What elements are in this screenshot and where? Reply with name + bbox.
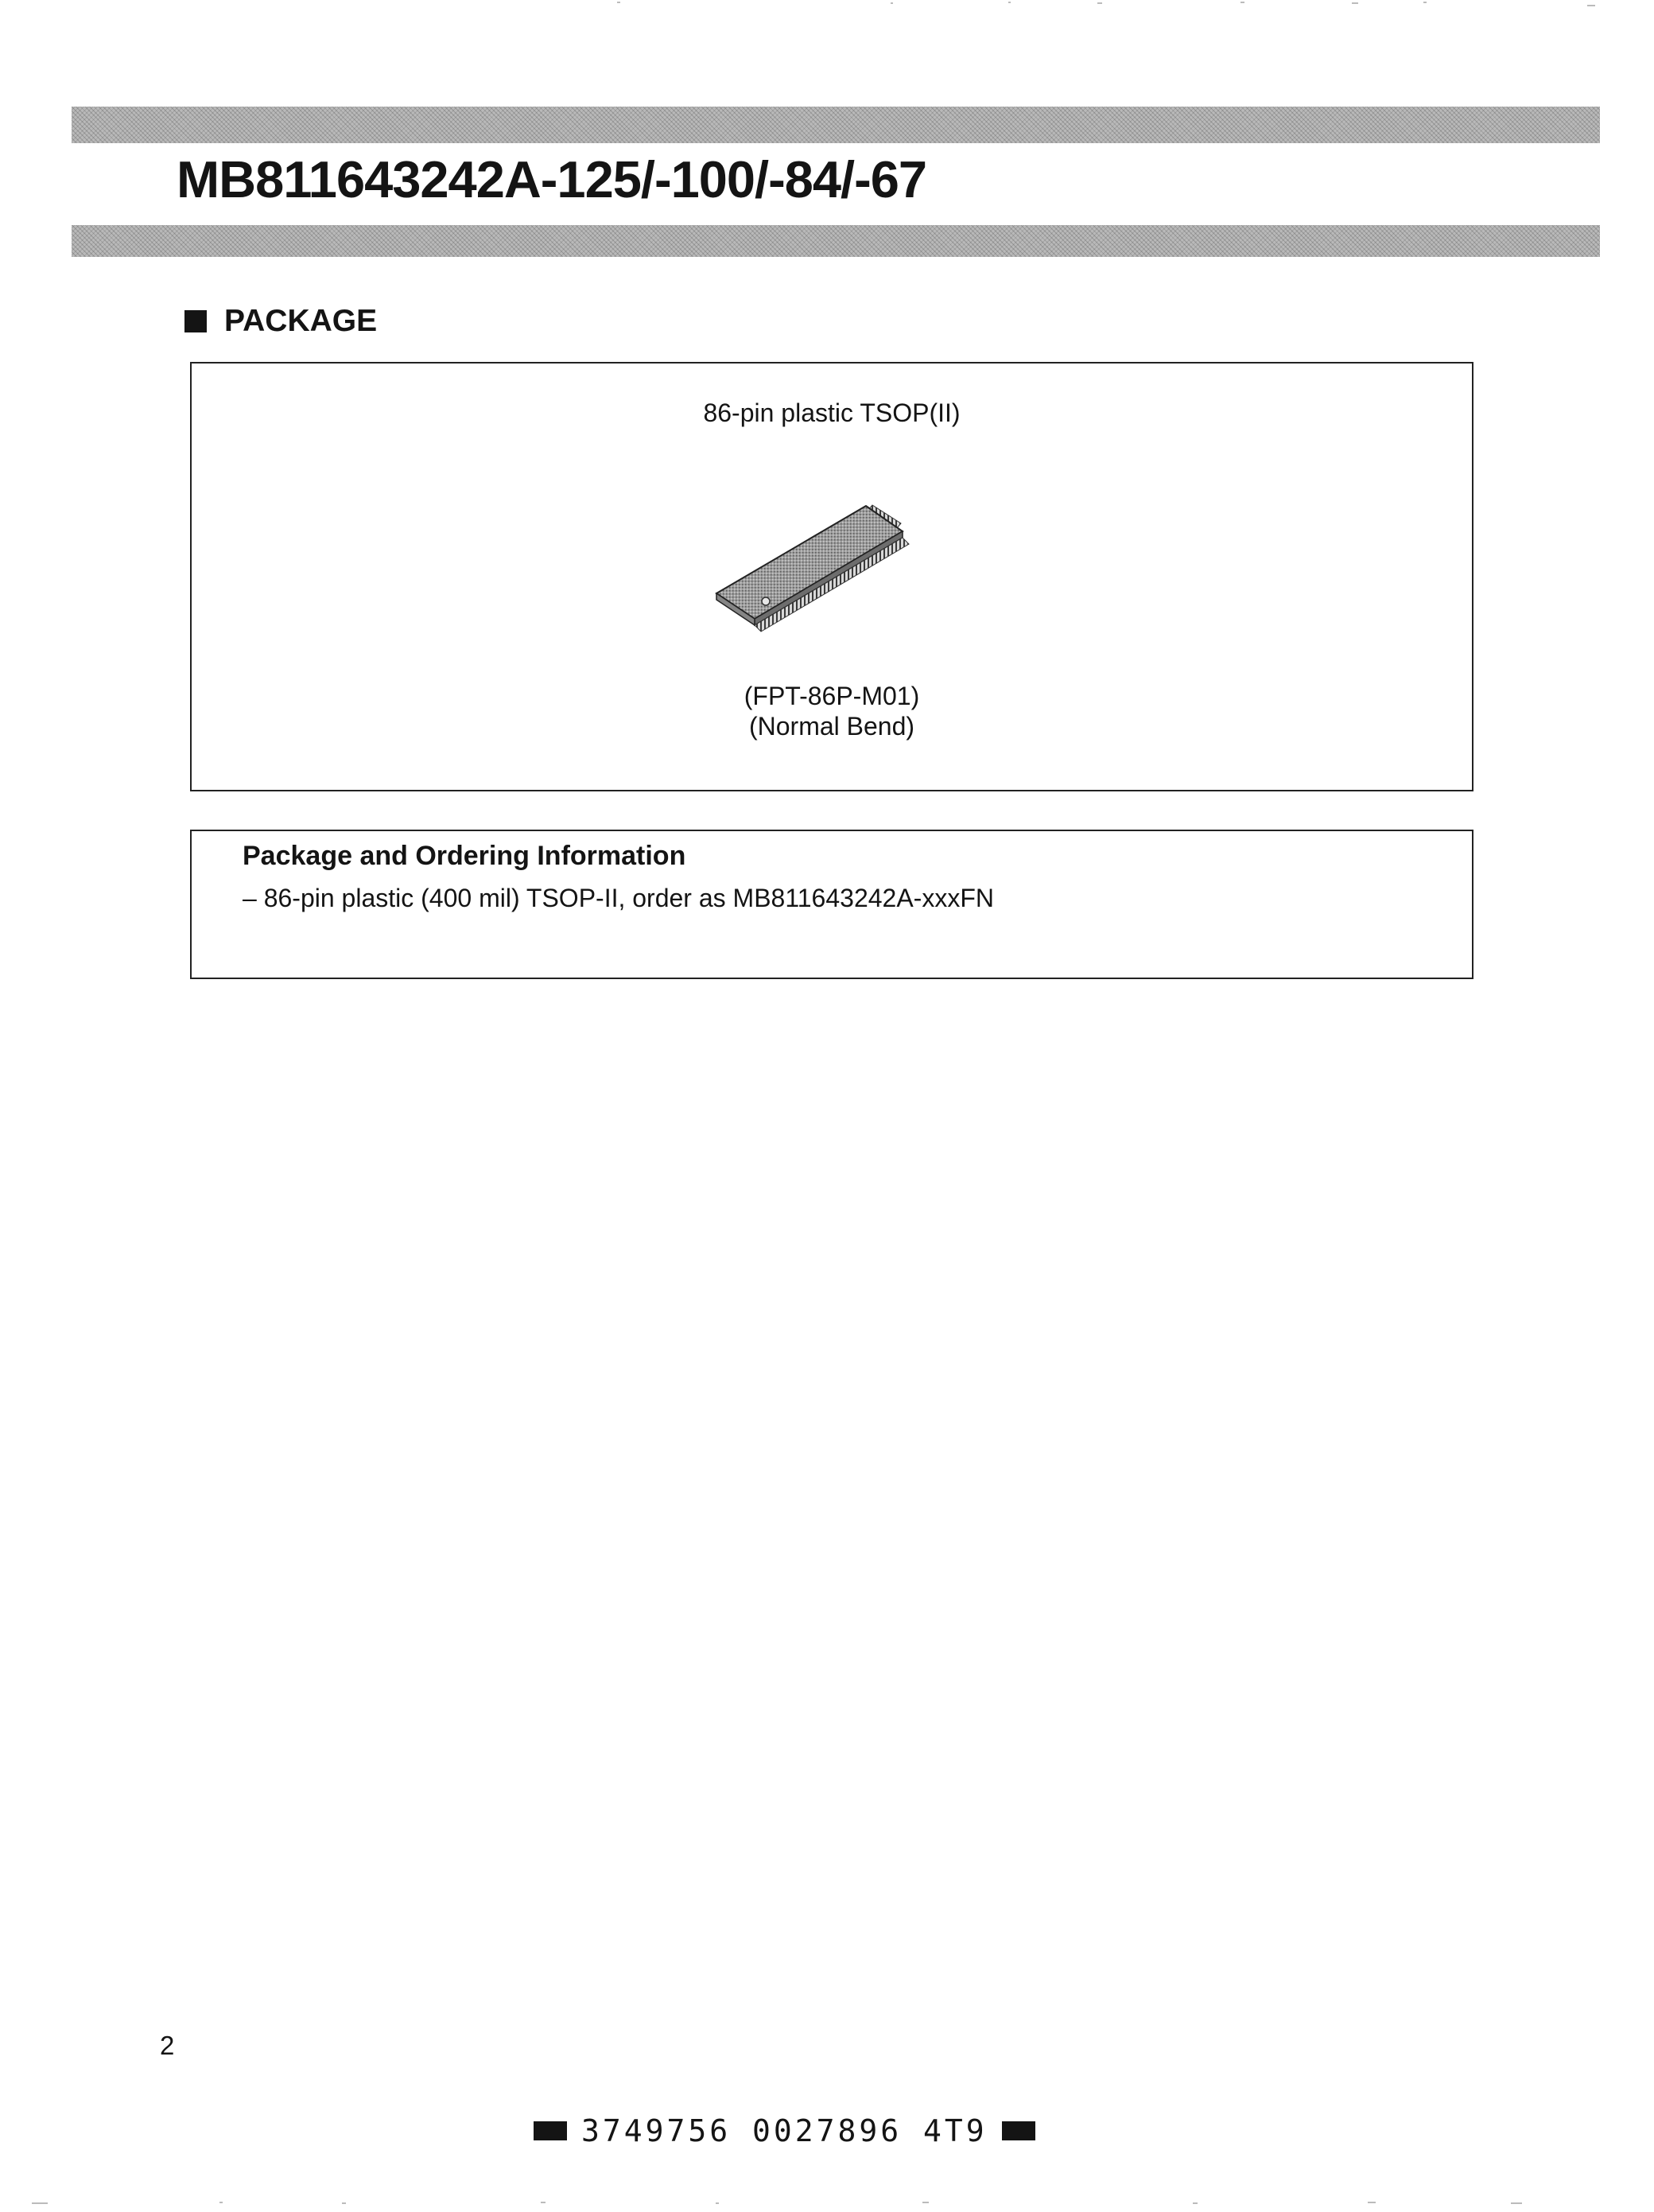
package-figure-box: [190, 362, 1473, 791]
scan-specks-top: [0, 0, 1654, 10]
package-name: 86-pin plastic TSOP(II): [703, 398, 961, 427]
package-heading-text: PACKAGE: [224, 304, 378, 338]
header-band-bottom: [72, 225, 1600, 257]
document-title: MB811643242A-125/-100/-84/-67: [177, 150, 927, 208]
package-bend-type: (Normal Bend): [748, 712, 915, 741]
package-code: (FPT-86P-M01): [744, 682, 920, 710]
ordering-info-box: [190, 830, 1473, 979]
barcode-right-block: [1002, 2121, 1035, 2140]
tsop-chip-illustration: [701, 495, 955, 638]
ordering-info-line: – 86-pin plastic (400 mil) TSOP-II, order as MB811643242A-xxxFN: [243, 884, 994, 912]
page-number: 2: [160, 2031, 175, 2060]
package-section-heading: [184, 304, 377, 339]
barcode-left-block: [534, 2121, 567, 2140]
ordering-info-title: Package and Ordering Information: [243, 841, 686, 871]
footer-barcode-line: [534, 2115, 1035, 2147]
scan-specks-bottom: [0, 2199, 1654, 2209]
barcode-text: 3749756 0027896 4T9: [581, 2113, 988, 2148]
square-bullet-icon: [184, 310, 207, 332]
header-band-top: [72, 107, 1600, 143]
